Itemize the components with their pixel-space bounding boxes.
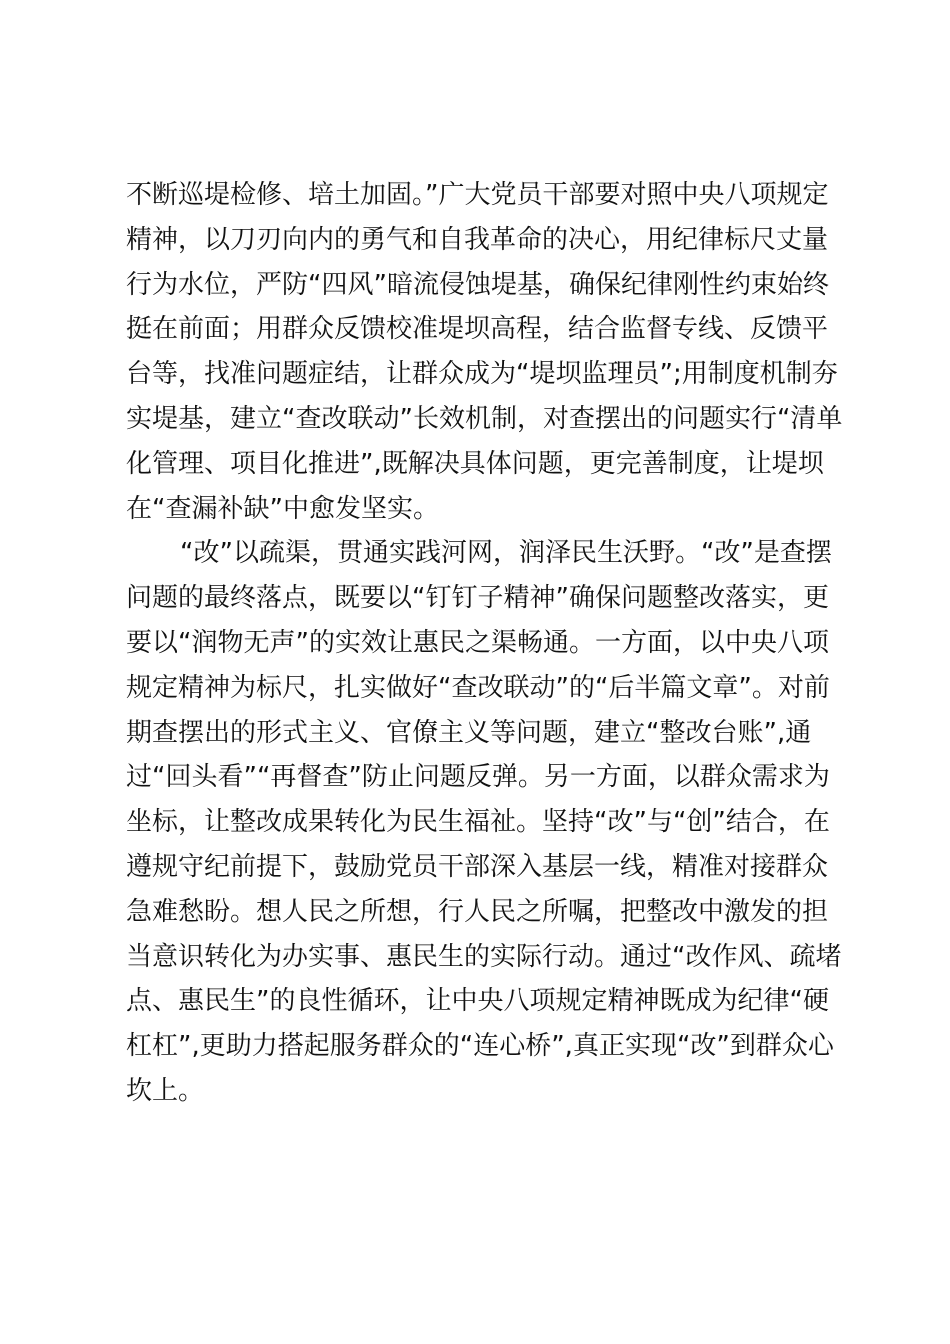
paragraph-line: 遵规守纪前提下，鼓励党员干部深入基层一线，精准对接群众 xyxy=(126,851,829,882)
paragraph-1 xyxy=(126,173,843,531)
paragraph-line: 坐标，让整改成果转化为民生福祉。坚持“改”与“创”结合，在 xyxy=(126,807,830,838)
paragraph-line: 规定精神为标尺，扎实做好“查改联动”的“后半篇文章”。对前 xyxy=(126,672,830,703)
paragraph-line: 当意识转化为办实事、惠民生的实际行动。通过“改作风、疏堵 xyxy=(126,941,842,972)
paragraph-line: 杠杠”,更助力搭起服务群众的“连心桥”,真正实现“改”到群众心 xyxy=(126,1031,834,1062)
document-body xyxy=(126,173,843,1114)
paragraph-line: 过“回头看”“再督查”防止问题反弹。另一方面，以群众需求为 xyxy=(126,762,830,793)
paragraph-line: 精神，以刀刃向内的勇气和自我革命的决心，用纪律标尺丈量 xyxy=(126,224,829,255)
paragraph-2 xyxy=(126,531,842,1113)
paragraph-line: 挺在前面；用群众反馈校准堤坝高程，结合监督专线、反馈平 xyxy=(126,314,829,345)
paragraph-line: 坎上。 xyxy=(126,1075,205,1106)
paragraph-line: 实堤基，建立“查改联动”长效机制，对查摆出的问题实行“清单 xyxy=(126,403,843,434)
paragraph-line: 在“查漏补缺”中愈发坚实。 xyxy=(126,493,439,524)
paragraph-line: 化管理、项目化推进”,既解决具体问题，更完善制度，让堤坝 xyxy=(126,448,824,479)
paragraph-line: 不断巡堤检修、培土加固。”广大党员干部要对照中央八项规定 xyxy=(126,180,829,210)
paragraph-line: 急难愁盼。想人民之所想，行人民之所嘱，把整改中激发的担 xyxy=(126,896,829,927)
paragraph-line: 要以“润物无声”的实效让惠民之渠畅通。一方面，以中央八项 xyxy=(126,627,829,658)
paragraph-line: 台等，找准问题症结，让群众成为“堤坝监理员”;用制度机制夯 xyxy=(126,359,838,390)
paragraph-first-line: “改”以疏渠，贯通实践河网，润泽民生沃野。“改”是查摆 xyxy=(180,538,832,569)
paragraph-line: 期查摆出的形式主义、官僚主义等问题，建立“整改台账”,通 xyxy=(126,717,812,748)
paragraph-line: 点、惠民生”的良性循环，让中央八项规定精神既成为纪律“硬 xyxy=(126,986,829,1017)
paragraph-line: 问题的最终落点，既要以“钉钉子精神”确保问题整改落实，更 xyxy=(126,583,829,614)
paragraph-line: 行为水位，严防“四风”暗流侵蚀堤基，确保纪律刚性约束始终 xyxy=(126,269,829,300)
